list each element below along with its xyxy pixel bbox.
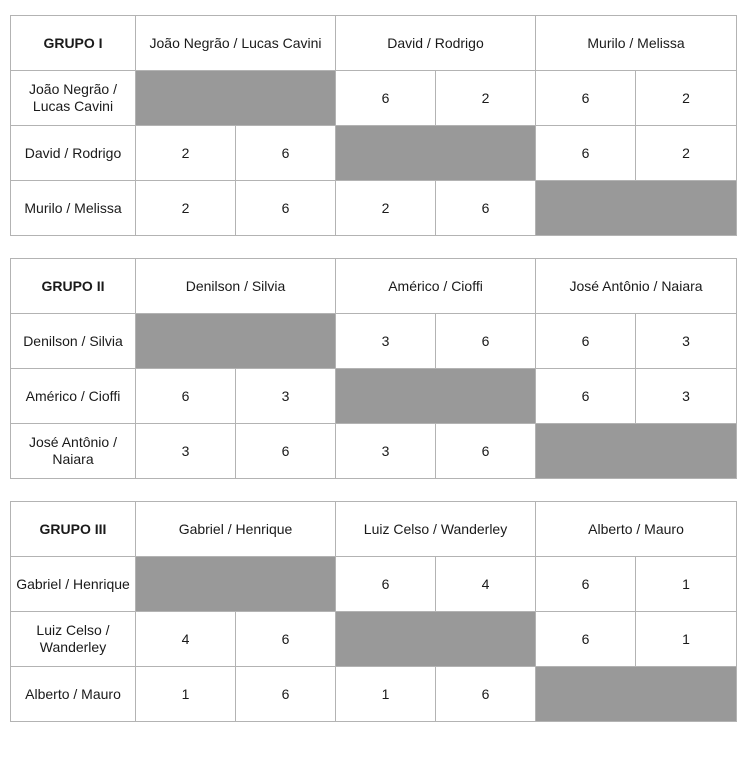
groups-container [10, 15, 737, 744]
row-header: Denilson / Silvia [11, 314, 136, 369]
score-cell: 2 [136, 126, 236, 181]
header-row [11, 502, 737, 557]
self-match-cell [536, 667, 737, 722]
row-header: Murilo / Melissa [11, 181, 136, 236]
score-cell: 6 [236, 181, 336, 236]
self-match-cell [136, 557, 336, 612]
score-cell: 1 [636, 557, 737, 612]
score-cell: 3 [236, 369, 336, 424]
self-match-cell [336, 612, 536, 667]
row-header: Luiz Celso / Wanderley [11, 612, 136, 667]
group-title: GRUPO I [11, 16, 136, 71]
self-match-cell [536, 424, 737, 479]
score-cell: 6 [536, 369, 636, 424]
row-header: João Negrão / Lucas Cavini [11, 71, 136, 126]
table-row [11, 126, 737, 181]
table-row [11, 612, 737, 667]
group-title: GRUPO III [11, 502, 136, 557]
table-row [11, 369, 737, 424]
score-cell: 6 [236, 126, 336, 181]
table-row [11, 181, 737, 236]
score-cell: 6 [436, 181, 536, 236]
score-cell: 6 [336, 557, 436, 612]
score-cell: 6 [336, 71, 436, 126]
score-cell: 6 [536, 71, 636, 126]
column-header: José Antônio / Naiara [536, 259, 737, 314]
table-row [11, 557, 737, 612]
table-row [11, 667, 737, 722]
row-header: Alberto / Mauro [11, 667, 136, 722]
self-match-cell [536, 181, 737, 236]
column-header: Américo / Cioffi [336, 259, 536, 314]
column-header: Gabriel / Henrique [136, 502, 336, 557]
score-cell: 6 [536, 126, 636, 181]
header-row [11, 16, 737, 71]
score-cell: 2 [336, 181, 436, 236]
self-match-cell [136, 71, 336, 126]
score-cell: 6 [436, 314, 536, 369]
score-cell: 6 [136, 369, 236, 424]
self-match-cell [336, 369, 536, 424]
score-cell: 3 [636, 369, 737, 424]
score-cell: 6 [236, 667, 336, 722]
score-cell: 1 [336, 667, 436, 722]
score-cell: 6 [436, 667, 536, 722]
self-match-cell [336, 126, 536, 181]
score-cell: 6 [536, 612, 636, 667]
score-cell: 4 [436, 557, 536, 612]
column-header: Luiz Celso / Wanderley [336, 502, 536, 557]
score-cell: 3 [336, 424, 436, 479]
self-match-cell [136, 314, 336, 369]
score-cell: 2 [636, 71, 737, 126]
score-cell: 6 [536, 557, 636, 612]
group-table [10, 15, 737, 236]
column-header: Denilson / Silvia [136, 259, 336, 314]
table-row [11, 314, 737, 369]
score-cell: 1 [136, 667, 236, 722]
score-cell: 3 [636, 314, 737, 369]
score-cell: 6 [436, 424, 536, 479]
score-cell: 3 [336, 314, 436, 369]
row-header: Gabriel / Henrique [11, 557, 136, 612]
column-header: David / Rodrigo [336, 16, 536, 71]
group-table [10, 258, 737, 479]
table-row [11, 71, 737, 126]
score-cell: 4 [136, 612, 236, 667]
column-header: Alberto / Mauro [536, 502, 737, 557]
score-cell: 3 [136, 424, 236, 479]
row-header: David / Rodrigo [11, 126, 136, 181]
row-header: Américo / Cioffi [11, 369, 136, 424]
score-cell: 6 [236, 612, 336, 667]
column-header: João Negrão / Lucas Cavini [136, 16, 336, 71]
table-row [11, 424, 737, 479]
group-table [10, 501, 737, 722]
score-cell: 2 [436, 71, 536, 126]
score-cell: 6 [536, 314, 636, 369]
column-header: Murilo / Melissa [536, 16, 737, 71]
score-cell: 1 [636, 612, 737, 667]
header-row [11, 259, 737, 314]
group-title: GRUPO II [11, 259, 136, 314]
row-header: José Antônio / Naiara [11, 424, 136, 479]
score-cell: 2 [136, 181, 236, 236]
score-cell: 2 [636, 126, 737, 181]
score-cell: 6 [236, 424, 336, 479]
